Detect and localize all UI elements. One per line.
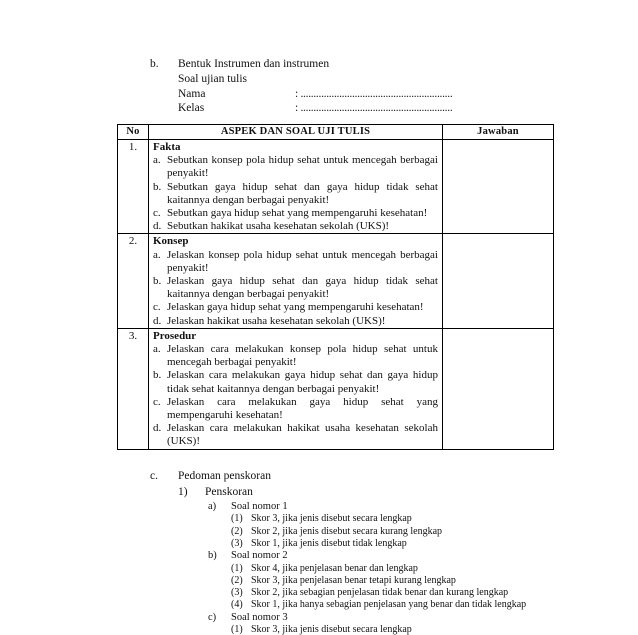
group-title: Soal nomor 2 xyxy=(231,550,288,562)
question-text: Jelaskan konsep pola hidup sehat untuk mencegah berbagai penyakit! xyxy=(167,248,438,274)
group-marker: a) xyxy=(208,501,217,512)
group-marker: c) xyxy=(208,611,217,623)
score-text: Skor 2, jika sebagian penjelasan tidak benar dan kurang lengkap xyxy=(251,587,509,599)
score-text: Skor 1, jika hanya sebagian penjelasan yang benar dan tidak lengkap xyxy=(251,599,527,611)
class-value: : ........................................................... xyxy=(295,102,453,114)
score-text: Skor 1, jika jenis disebut tidak lengkap xyxy=(251,537,407,549)
aspect-cell xyxy=(149,328,443,449)
score-text: Skor 3, jika jenis disebut secara lengkap xyxy=(251,513,412,525)
question-item xyxy=(153,315,438,328)
question-item xyxy=(153,220,438,233)
category-title: Fakta xyxy=(153,141,181,153)
section-b-subtitle: Soal ujian tulis xyxy=(178,73,247,85)
question-letter: d. xyxy=(153,422,162,435)
question-item xyxy=(153,343,438,369)
score-text: Skor 2, jika jenis disebut secara kurang lengkap xyxy=(251,525,443,537)
question-letter: a. xyxy=(153,343,161,356)
question-letter: c. xyxy=(153,301,161,314)
question-text: Jelaskan gaya hidup sehat dan gaya hidup tidak sehat kaitannya dengan berbagai penyakit! xyxy=(167,275,438,301)
section-c-marker: c. xyxy=(150,470,158,482)
question-text: Sebutkan konsep pola hidup sehat untuk mencegah berbagai penyakit! xyxy=(167,154,438,180)
score-text: Skor 3, jika penjelasan benar tetapi kurang lengkap xyxy=(251,574,456,586)
question-text: Jelaskan gaya hidup sehat yang mempengaruhi kesehatan! xyxy=(167,301,424,314)
question-text: Sebutkan hakikat usaha kesehatan sekolah (UKS)! xyxy=(167,220,390,233)
table-row xyxy=(118,328,554,449)
question-letter: a. xyxy=(153,154,161,167)
question-text: Jelaskan cara melakukan hakikat usaha kesehatan sekolah (UKS)! xyxy=(167,422,438,448)
question-text: Jelaskan cara melakukan gaya hidup sehat yang mempengaruhi kesehatan! xyxy=(167,395,438,422)
row-number: 3. xyxy=(118,328,149,449)
group-title: Soal nomor 1 xyxy=(231,501,288,512)
question-item xyxy=(153,249,438,275)
aspect-cell xyxy=(149,140,443,234)
category-title: Konsep xyxy=(153,235,189,248)
group-title: Soal nomor 3 xyxy=(231,611,288,623)
table-row xyxy=(118,234,554,328)
section-c-title: Pedoman penskoran xyxy=(178,470,271,482)
question-item xyxy=(153,369,438,395)
question-letter: c. xyxy=(153,207,161,220)
section-b-marker: b. xyxy=(150,58,159,70)
question-letter: b. xyxy=(153,275,162,288)
score-marker: (2) xyxy=(231,525,243,537)
class-label: Kelas xyxy=(178,102,205,114)
question-letter: d. xyxy=(153,220,162,233)
question-item xyxy=(153,154,438,180)
exam-table xyxy=(117,124,554,450)
category-title: Prosedur xyxy=(153,329,197,342)
score-marker: (1) xyxy=(231,513,243,525)
score-marker: (3) xyxy=(231,587,243,599)
score-text: Skor 3, jika jenis disebut secara lengkap xyxy=(251,624,412,635)
score-marker: (3) xyxy=(231,537,243,549)
header-no: No xyxy=(118,125,149,140)
question-letter: d. xyxy=(153,314,162,327)
row-number: 1. xyxy=(118,140,149,234)
question-item xyxy=(153,396,438,422)
question-item xyxy=(153,207,438,220)
table-row xyxy=(118,140,554,234)
answer-cell[interactable] xyxy=(443,234,554,328)
question-text: Jelaskan cara melakukan gaya hidup sehat dan gaya hidup tidak sehat kaitannya dengan berbagai penyakit! xyxy=(167,369,438,395)
name-label: Nama xyxy=(178,88,206,100)
score-marker: (1) xyxy=(231,562,243,574)
subsection-marker: 1) xyxy=(178,486,188,498)
table-header-row xyxy=(118,125,554,140)
question-text: Sebutkan gaya hidup sehat dan gaya hidup tidak sehat kaitannya dengan berbagai penyakit! xyxy=(167,180,438,206)
question-text: Jelaskan hakikat usaha kesehatan sekolah (UKS)! xyxy=(167,314,386,327)
question-item xyxy=(153,275,438,301)
score-text: Skor 4, jika penjelasan benar dan lengkap xyxy=(251,562,418,574)
question-letter: c. xyxy=(153,395,161,408)
question-letter: b. xyxy=(153,180,162,193)
subsection-title: Penskoran xyxy=(205,486,253,498)
score-marker: (2) xyxy=(231,574,243,586)
answer-cell[interactable] xyxy=(443,140,554,234)
header-answer: Jawaban xyxy=(443,125,554,140)
header-aspect: ASPEK DAN SOAL UJI TULIS xyxy=(149,125,443,140)
question-letter: b. xyxy=(153,369,162,382)
question-text: Sebutkan gaya hidup sehat yang mempengaruhi kesehatan! xyxy=(167,207,428,220)
group-marker: b) xyxy=(208,550,217,562)
row-number: 2. xyxy=(118,234,149,328)
section-b-title: Bentuk Instrumen dan instrumen xyxy=(178,58,330,70)
question-item xyxy=(153,422,438,448)
question-item xyxy=(153,181,438,207)
question-text: Jelaskan cara melakukan konsep pola hidup sehat untuk mencegah berbagai penyakit! xyxy=(167,343,438,369)
score-marker: (4) xyxy=(231,599,243,611)
question-item xyxy=(153,301,438,314)
aspect-cell xyxy=(149,234,443,328)
score-marker: (1) xyxy=(231,624,243,635)
answer-cell[interactable] xyxy=(443,328,554,449)
name-value: : ........................................................... xyxy=(295,88,453,100)
question-letter: a. xyxy=(153,248,161,261)
